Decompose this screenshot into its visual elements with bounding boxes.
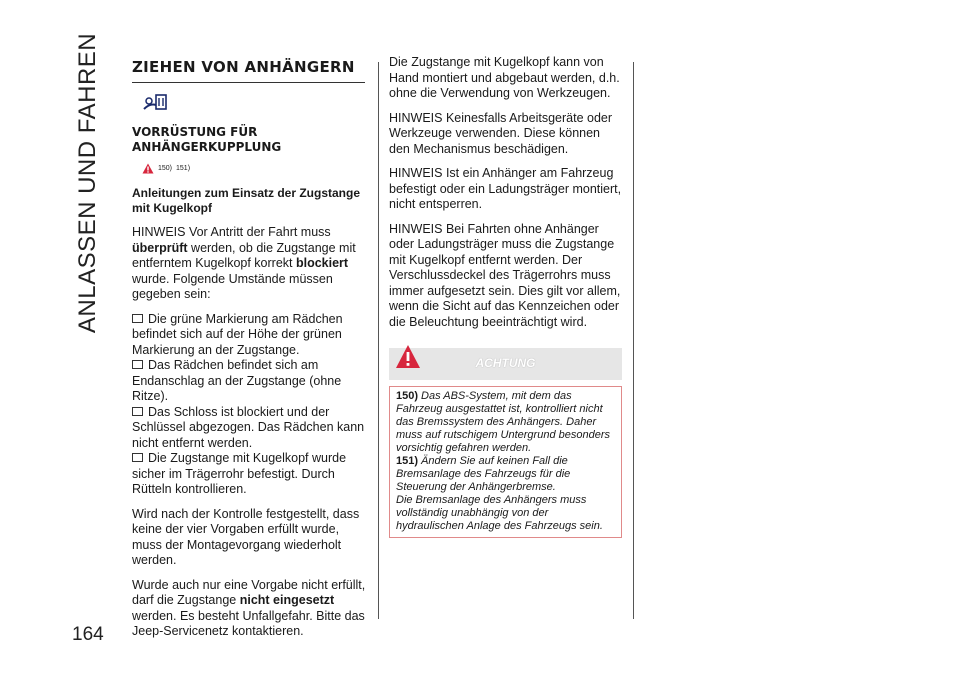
- instructions-para1: [132, 225, 367, 303]
- text: werden, ob die Zugstange mit entferntem Kugelkopf korrekt: [132, 240, 356, 270]
- column-2: [389, 55, 622, 538]
- heading-rule: [132, 82, 365, 83]
- warning-text: Ändern Sie auf keinen Fall die Bremsanlage des Fahrzeugs für die Steuerung der Anhängerbremse.: [396, 455, 571, 493]
- col2-para1: Die Zugstange mit Kugelkopf kann von Hand montiert und abgebaut werden, d.h. ohne die Verwendung von Werkzeugen.: [389, 55, 620, 100]
- column-divider-left: [378, 62, 379, 619]
- trailer-hitch-icon: [142, 93, 168, 113]
- column-1: [132, 55, 367, 640]
- bold-text: nicht eingesetzt: [239, 593, 335, 607]
- page-number: 164: [72, 624, 104, 645]
- warning-panel: [389, 386, 622, 538]
- instructions-para3: [132, 578, 367, 640]
- chapter-title-text: ANLASSEN UND FAHREN: [74, 32, 101, 334]
- warning-number: 151): [396, 455, 419, 467]
- list-item-text: Die grüne Markierung am Rädchen befindet sich auf der Höhe der grünen Markierung an der Zugstange.: [132, 311, 343, 357]
- instructions-para2: Wird nach der Kontrolle festgestellt, dass keine der vier Vorgaben erfüllt wurde, muss der Montagevorgang wiederholt werden.: [132, 506, 360, 567]
- list-item-text: Das Rädchen befindet sich am Endanschlag an der Zugstange (ohne Ritze).: [132, 358, 342, 403]
- column-divider-right: [633, 62, 634, 619]
- instructions-title: Anleitungen zum Einsatz der Zugstange mit Kugelkopf: [132, 186, 361, 215]
- col2-para2: HINWEIS Keinesfalls Arbeitsgeräte oder Werkzeuge verwenden. Diese können den Mechanismus beschädigen.: [389, 110, 613, 156]
- col2-para3: HINWEIS Ist ein Anhänger am Fahrzeug befestigt oder ein Ladungsträger montiert, nicht entsperren.: [389, 166, 622, 211]
- bold-text: blockiert: [295, 256, 349, 270]
- chapter-side-title: [58, 28, 118, 338]
- checkbox-icon: [132, 407, 143, 416]
- warning-ref-150[interactable]: 150): [158, 164, 173, 172]
- text: Wurde auch nur eine Vorgabe nicht erfüllt, darf die Zugstange: [132, 577, 366, 607]
- subsection-heading-line2: ANHÄNGERKUPPLUNG: [132, 139, 282, 154]
- checkbox-icon: [132, 453, 143, 462]
- bold-text: überprüft: [132, 240, 188, 255]
- warning-151: [396, 455, 615, 494]
- subsection-heading: [132, 125, 367, 155]
- list-item: [132, 358, 367, 405]
- warning-151-cont: Die Bremsanlage des Anhängers muss vollständig unabhängig von der hydraulischen Anlage des Fahrzeugs sein.: [396, 494, 603, 532]
- list-item-text: Die Zugstange mit Kugelkopf wurde sicher im Trägerrohr befestigt. Durch Rütteln kontrollieren.: [132, 451, 347, 496]
- warning-refs: [142, 161, 367, 177]
- list-item-text: Das Schloss ist blockiert und der Schlüssel abgezogen. Das Rädchen kann nicht entfernt werden.: [132, 404, 365, 450]
- text: HINWEIS Vor Antritt der Fahrt muss: [132, 225, 331, 239]
- checklist: [132, 312, 367, 498]
- achtung-banner: [389, 348, 622, 380]
- section-heading: ZIEHEN VON ANHÄNGERN: [132, 58, 355, 76]
- list-item: [132, 405, 367, 452]
- col2-para4: HINWEIS Bei Fahrten ohne Anhänger oder Ladungsträger muss die Zugstange mit Kugelkopf entfernt werden. Der Verschlussdeckel des Trägerrohrs muss immer aufgesetzt sein. Dies gilt vor allem, wenn die Sicht auf das Kennzeichen oder die Beleuchtung beeinträchtigt wird.: [389, 221, 621, 329]
- text: werden. Es besteht Unfallgefahr. Bitte das Jeep-Servicenetz kontaktieren.: [132, 608, 365, 638]
- checkbox-icon: [132, 314, 143, 323]
- text: wurde. Folgende Umstände müssen gegeben sein:: [132, 271, 333, 301]
- warning-triangle-icon: [142, 163, 154, 174]
- warning-150: [396, 390, 615, 455]
- warning-number: 150): [396, 390, 419, 402]
- checkbox-icon: [132, 360, 143, 369]
- warning-ref-151[interactable]: 151): [176, 164, 191, 172]
- subsection-heading-line1: VORRÜSTUNG FÜR: [132, 124, 258, 139]
- list-item: [132, 451, 367, 498]
- list-item: [132, 312, 367, 359]
- warning-text: Das ABS-System, mit dem das Fahrzeug ausgestattet ist, kontrolliert nicht das Bremssystem des Anhängers. Daher muss auf rutschigem Untergrund besonders vorsichtig gefahren werden.: [396, 390, 610, 454]
- achtung-label: ACHTUNG: [475, 356, 536, 370]
